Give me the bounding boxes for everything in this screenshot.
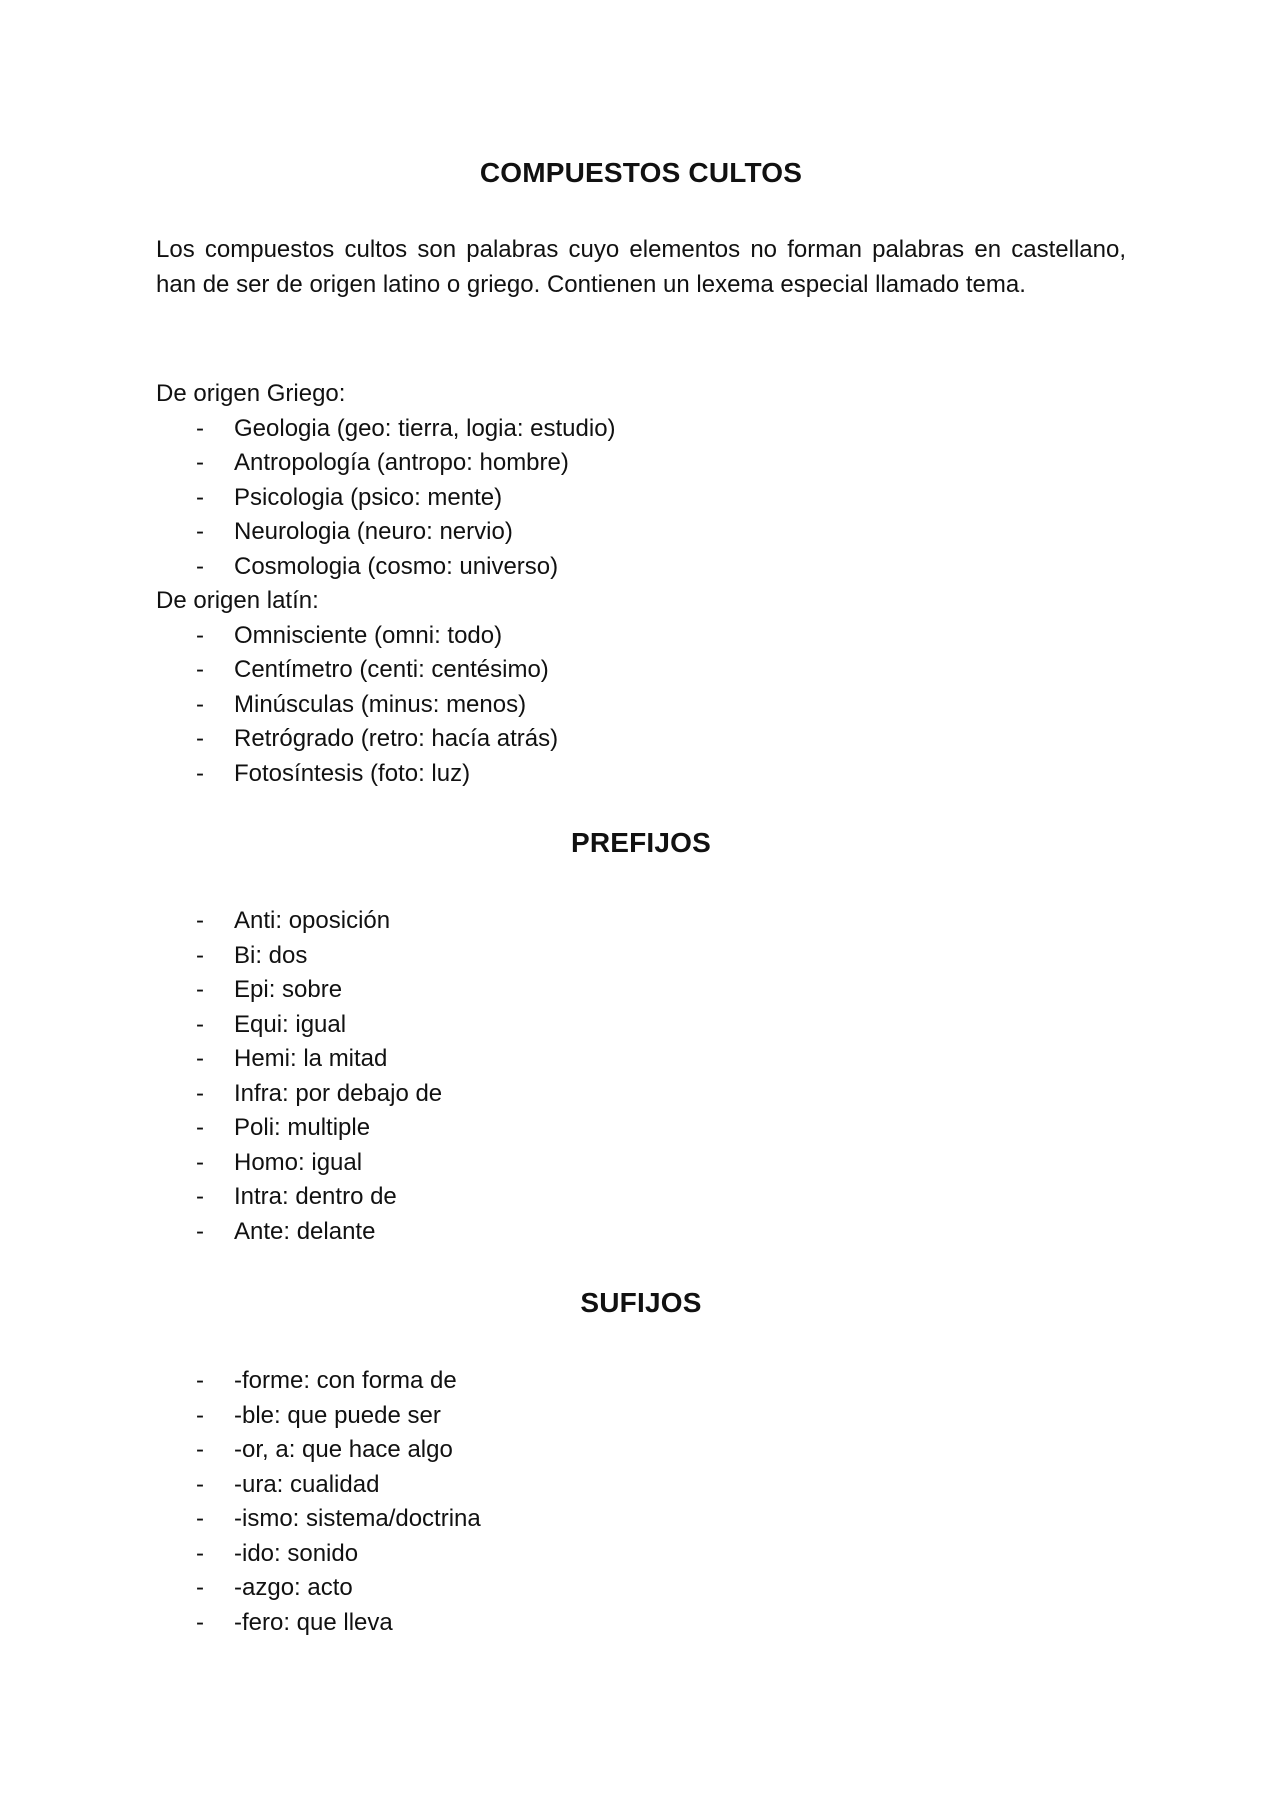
list-item-text: Intra: dentro de	[234, 1183, 397, 1210]
list-item	[156, 904, 1126, 939]
dash-bullet: -	[196, 1539, 204, 1567]
dash-bullet: -	[196, 1114, 204, 1141]
dash-bullet: -	[196, 1470, 204, 1498]
list-item-text: Minúsculas (minus: menos)	[234, 690, 527, 718]
list-item	[156, 1008, 1126, 1043]
dash-bullet: -	[196, 725, 204, 752]
list-item-text: Hemi: la mitad	[234, 1045, 388, 1072]
dash-bullet: -	[196, 941, 204, 969]
dash-bullet: -	[196, 1436, 204, 1463]
prefijos-list	[156, 904, 1126, 1249]
dash-bullet: -	[196, 1401, 204, 1429]
list-item	[156, 1146, 1126, 1181]
list-item	[156, 939, 1126, 974]
list-item-text: -fero: que lleva	[234, 1608, 393, 1636]
origin-section	[156, 377, 1126, 791]
dash-bullet: -	[196, 907, 204, 934]
dash-bullet: -	[196, 976, 204, 1003]
list-item-text: -ble: que puede ser	[234, 1401, 441, 1429]
list-item-text: Neurologia (neuro: nervio)	[234, 518, 513, 545]
prefijos-heading: PREFIJOS	[570, 827, 712, 858]
list-item	[156, 446, 1126, 481]
list-item	[156, 1042, 1126, 1077]
list-item-text: Psicologia (psico: mente)	[234, 483, 503, 511]
list-item	[156, 1180, 1126, 1215]
list-item	[156, 1502, 1126, 1537]
list-item-text: -or, a: que hace algo	[234, 1436, 453, 1463]
dash-bullet: -	[196, 1367, 204, 1394]
list-item	[156, 722, 1126, 757]
list-item	[156, 973, 1126, 1008]
list-item	[156, 481, 1126, 516]
list-item	[156, 1468, 1126, 1503]
list-item	[156, 1077, 1126, 1112]
list-item	[156, 1537, 1126, 1572]
list-item-text: -azgo: acto	[234, 1574, 353, 1601]
list-item	[156, 1571, 1126, 1606]
dash-bullet: -	[196, 621, 204, 649]
latin-origin-label: De origen latín:	[156, 587, 319, 614]
list-item-text: Centímetro (centi: centésimo)	[234, 656, 549, 683]
dash-bullet: -	[196, 1079, 204, 1107]
greek-origin-label: De origen Griego:	[156, 380, 346, 407]
list-item-text: Fotosíntesis (foto: luz)	[234, 759, 471, 787]
list-item-text: Equi: igual	[234, 1010, 347, 1038]
list-item-text: Epi: sobre	[234, 976, 343, 1003]
dash-bullet: -	[196, 1183, 204, 1210]
dash-bullet: -	[196, 759, 204, 787]
list-item	[156, 1433, 1126, 1468]
list-item	[156, 1215, 1126, 1250]
list-item-text: -ismo: sistema/doctrina	[234, 1505, 481, 1532]
list-item	[156, 412, 1126, 447]
list-item-text: Ante: delante	[234, 1217, 376, 1245]
list-item-text: -forme: con forma de	[234, 1367, 457, 1394]
intro-paragraph: Los compuestos cultos son palabras cuyo elementos no forman palabras en castellano, han de ser de origen latino o griego. Contienen un lexema especial llamado tema.	[156, 236, 1126, 298]
list-item	[156, 653, 1126, 688]
dash-bullet: -	[196, 1574, 204, 1601]
list-item-text: Bi: dos	[234, 941, 308, 969]
list-item-text: Omnisciente (omni: todo)	[234, 621, 503, 649]
list-item-text: -ido: sonido	[234, 1539, 359, 1567]
list-item-text: Retrógrado (retro: hacía atrás)	[234, 725, 559, 752]
list-item	[156, 1399, 1126, 1434]
list-item-text: Cosmologia (cosmo: universo)	[234, 552, 559, 580]
dash-bullet: -	[196, 414, 204, 442]
dash-bullet: -	[196, 1010, 204, 1038]
sufijos-list	[156, 1364, 1126, 1640]
dash-bullet: -	[196, 552, 204, 580]
dash-bullet: -	[196, 1045, 204, 1072]
dash-bullet: -	[196, 518, 204, 545]
page-title: COMPUESTOS CULTOS	[479, 157, 803, 188]
list-item-text: Infra: por debajo de	[234, 1079, 443, 1107]
dash-bullet: -	[196, 690, 204, 718]
list-item-text: Poli: multiple	[234, 1114, 371, 1141]
greek-origin-list	[156, 412, 1126, 585]
dash-bullet: -	[196, 483, 204, 511]
dash-bullet: -	[196, 1505, 204, 1532]
dash-bullet: -	[196, 656, 204, 683]
list-item-text: -ura: cualidad	[234, 1470, 380, 1498]
list-item	[156, 1111, 1126, 1146]
list-item	[156, 688, 1126, 723]
list-item-text: Homo: igual	[234, 1148, 363, 1176]
latin-origin-list	[156, 619, 1126, 792]
dash-bullet: -	[196, 1608, 204, 1636]
list-item	[156, 515, 1126, 550]
list-item	[156, 619, 1126, 654]
list-item-text: Geologia (geo: tierra, logia: estudio)	[234, 414, 616, 442]
list-item	[156, 1606, 1126, 1641]
list-item-text: Anti: oposición	[234, 907, 391, 934]
dash-bullet: -	[196, 449, 204, 476]
sufijos-heading: SUFIJOS	[580, 1287, 702, 1318]
list-item	[156, 757, 1126, 792]
list-item	[156, 550, 1126, 585]
list-item	[156, 1364, 1126, 1399]
dash-bullet: -	[196, 1217, 204, 1245]
list-item-text: Antropología (antropo: hombre)	[234, 449, 569, 476]
dash-bullet: -	[196, 1148, 204, 1176]
